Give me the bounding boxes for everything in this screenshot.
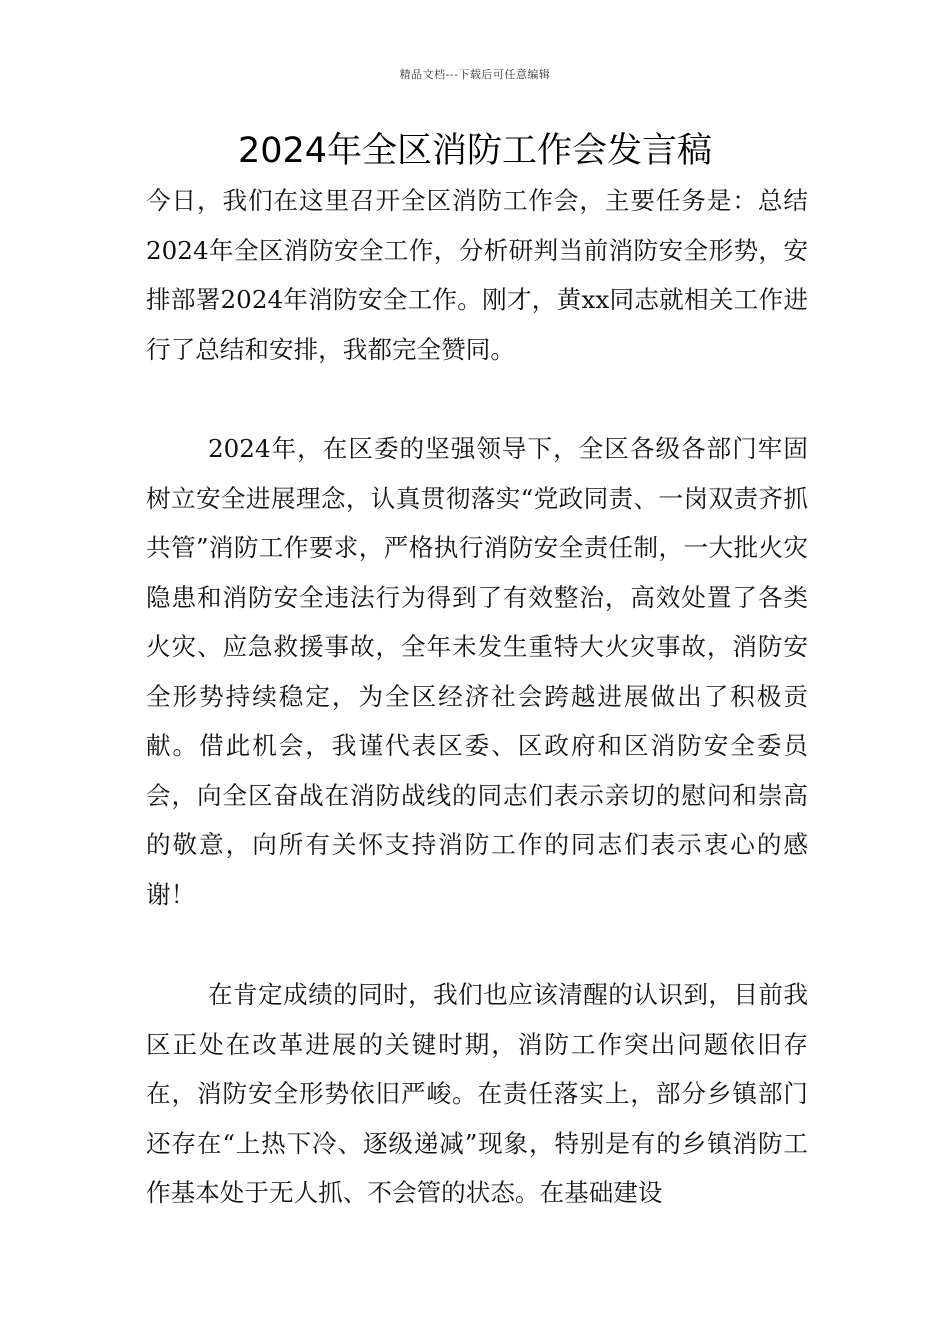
paragraph-intro: 今日，我们在这里召开全区消防工作会，主要任务是：总结2024年全区消防安全工作，分析研判当前消防安全形势，安排部署2024年消防安全工作。刚才，黄xx同志就相关工作进行了总结和安排，我都完全赞同。 [146,186,808,364]
document-title: 2024年全区消防工作会发言稿 [237,131,713,171]
paragraph-problems: 在肯定成绩的同时，我们也应该清醒的认识到，目前我区正处在改革进展的关键时期，消防工作突出问题依旧存在，消防安全形势依旧严峻。在责任落实上，部分乡镇部门还存在“上热下冷、逐级递减”现象，特别是有的乡镇消防工作基本处于无人抓、不会管的状态。在基础建设 [146,980,808,1207]
page-header-watermark: 精品文档---下载后可任意编辑 [399,68,551,81]
paragraph-achievements: 2024年，在区委的坚强领导下，全区各级各部门牢固树立安全进展理念，认真贯彻落实“党政同责、一岗双责齐抓共管”消防工作要求，严格执行消防安全责任制，一大批火灾隐患和消防安全违法行为得到了有效整治，高效处置了各类火灾、应急救援事故，全年未发生重特大火灾事故，消防安全形势持续稳定，为全区经济社会跨越进展做出了积极贡献。借此机会，我谨代表区委、区政府和区消防安全委员会，向全区奋战在消防战线的同志们表示亲切的慰问和崇高的敬意，向所有关怀支持消防工作的同志们表示衷心的感谢！ [146,434,808,909]
